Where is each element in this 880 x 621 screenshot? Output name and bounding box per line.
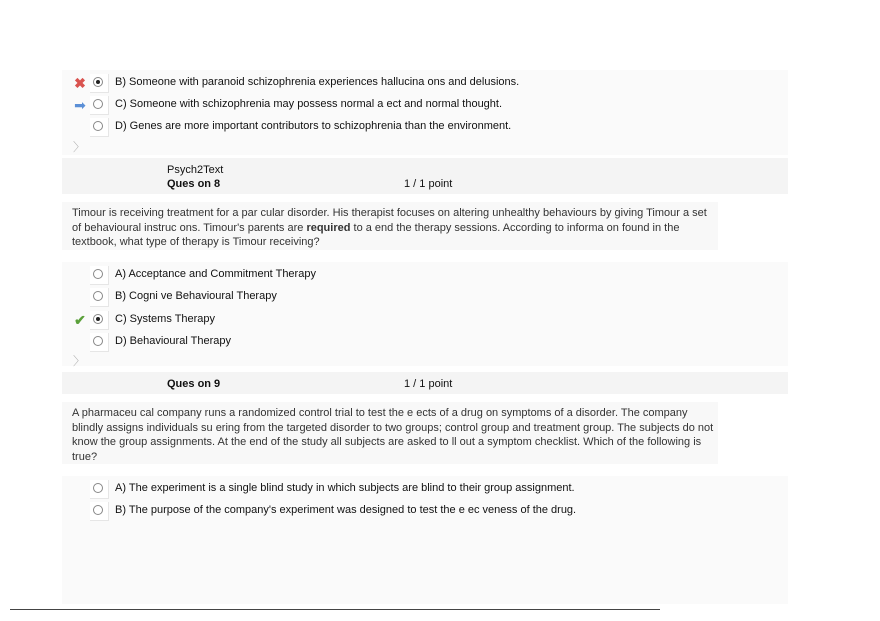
- question-9-title: Ques on 9: [167, 378, 221, 390]
- option-label: B) Someone with paranoid schizophrenia experiences hallucina ons and delusions.: [115, 76, 520, 88]
- chevron-right-icon[interactable]: 〉: [73, 140, 86, 154]
- radio-box: [90, 480, 109, 499]
- question-8-text: [72, 206, 717, 250]
- radio-box: [90, 502, 109, 521]
- question-text-part: Timour is receiving treatment for a par cular disorder. His therapist focuses on altering unhealthy behaviours by giving Timour a set of behavioural instruc ons. Timour's parents are: [72, 207, 707, 234]
- q7-option-b[interactable]: [72, 74, 672, 94]
- radio-box: [90, 288, 109, 307]
- question-text-part: to a end the therapy sessions. According to informa on found in the textbook, what type of therapy is Timour receiving?: [72, 221, 680, 248]
- radio-box: [90, 266, 109, 285]
- q8-option-b[interactable]: [72, 288, 672, 308]
- option-label: B) Cogni ve Behavioural Therapy: [115, 290, 277, 302]
- q7-radio-d[interactable]: [93, 121, 103, 131]
- radio-box: [90, 74, 109, 93]
- question-9-score: 1 / 1 point: [404, 378, 453, 390]
- q8-radio-d[interactable]: [93, 336, 103, 346]
- chevron-right-icon[interactable]: 〉: [73, 354, 86, 368]
- question-8-title: Ques on 8: [167, 178, 221, 190]
- option-label: D) Genes are more important contributors to schizophrenia than the environment.: [115, 120, 512, 132]
- q7-radio-b[interactable]: [93, 77, 103, 87]
- question-text-bold: required: [306, 221, 351, 234]
- option-label: C) Someone with schizophrenia may possess normal a ect and normal thought.: [115, 98, 503, 110]
- option-label: D) Behavioural Therapy: [115, 335, 231, 347]
- q8-radio-a[interactable]: [93, 269, 103, 279]
- option-label: A) Acceptance and Commitment Therapy: [115, 268, 316, 280]
- q9-option-b[interactable]: [72, 502, 672, 522]
- q8-option-c[interactable]: [72, 311, 672, 331]
- footer-rule: [10, 609, 660, 610]
- q8-radio-b[interactable]: [93, 291, 103, 301]
- q8-option-d[interactable]: [72, 333, 672, 353]
- q9-radio-b[interactable]: [93, 505, 103, 515]
- q7-radio-c[interactable]: [93, 99, 103, 109]
- source-label: Psych2Text: [167, 164, 224, 176]
- option-label: B) The purpose of the company's experiment was designed to test the e ec veness of the drug.: [115, 504, 577, 516]
- q9-radio-a[interactable]: [93, 483, 103, 493]
- option-label: A) The experiment is a single blind study in which subjects are blind to their group assignment.: [115, 482, 575, 494]
- arrow-right-icon: ➡: [74, 97, 86, 113]
- q7-option-c[interactable]: [72, 96, 672, 116]
- radio-box: [90, 311, 109, 330]
- question-9-text: A pharmaceu cal company runs a randomized control trial to test the e ects of a drug on symptoms of a disorder. The company blindly assigns individuals su ering from the targeted disorder to two groups; control group and treatment group. The subjects do not know the group assignments. At the end of the study all subjects are asked to ll out a symptom checklist. Which of the following is true?: [72, 407, 714, 463]
- q8-option-a[interactable]: [72, 266, 672, 286]
- q7-option-d[interactable]: [72, 118, 672, 138]
- q8-radio-c[interactable]: [93, 314, 103, 324]
- option-label: C) Systems Therapy: [115, 313, 216, 325]
- radio-box: [90, 333, 109, 352]
- check-mark-icon: ✔: [74, 312, 86, 328]
- x-mark-icon: ✖: [74, 75, 86, 91]
- radio-box: [90, 118, 109, 137]
- question-8-score: 1 / 1 point: [404, 178, 453, 190]
- radio-box: [90, 96, 109, 115]
- q9-option-a[interactable]: [72, 480, 672, 500]
